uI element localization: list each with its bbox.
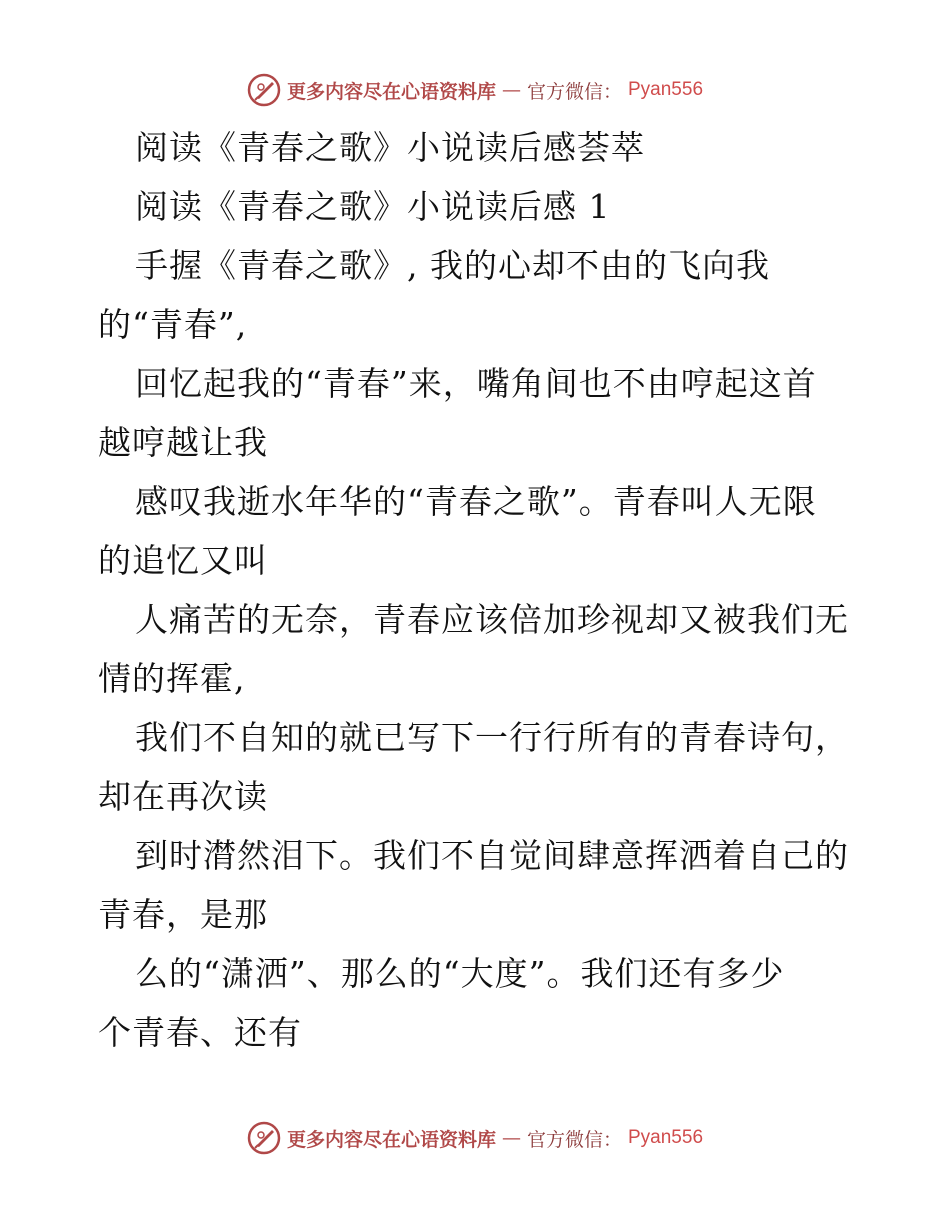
paragraph-line: 的“青春”, <box>98 305 248 344</box>
paragraph-line: 回忆起我的“青春”来，嘴角间也不由哼起这首 <box>135 364 817 403</box>
footer-wechat-label: 官方微信： <box>526 1128 622 1151</box>
paragraph-line: 越哼越让我 <box>98 423 268 462</box>
paragraph-line: 却在再次读 <box>98 777 268 816</box>
header-account: Pyan556 <box>628 79 704 100</box>
paragraph-line: 么的“潇洒”、那么的“大度”。我们还有多少 <box>135 954 785 993</box>
paragraph-line: 到时潸然泪下。我们不自觉间肆意挥洒着自己的 <box>135 836 849 875</box>
quill-logo-icon <box>247 1121 281 1155</box>
document-subtitle: 阅读《青春之歌》小说读后感 1 <box>135 187 611 226</box>
header-brand: 更多内容尽在心语资料库 <box>286 80 496 103</box>
footer-banner <box>0 1118 950 1158</box>
paragraph-line: 个青春、还有 <box>98 1013 302 1052</box>
paragraph-line: 感叹我逝水年华的“青春之歌”。青春叫人无限 <box>135 482 817 521</box>
paragraph-line: 手握《青春之歌》, 我的心却不由的飞向我 <box>135 246 770 285</box>
footer-brand: 更多内容尽在心语资料库 <box>286 1128 496 1151</box>
document-title: 阅读《青春之歌》小说读后感荟萃 <box>135 128 645 167</box>
paragraph-line: 我们不自知的就已写下一行行所有的青春诗句， <box>135 718 849 757</box>
quill-logo-icon <box>247 73 281 107</box>
header-dash: — <box>501 79 521 101</box>
paragraph-line: 青春，是那 <box>98 895 268 934</box>
document-body <box>98 118 858 1062</box>
footer-account: Pyan556 <box>628 1127 704 1148</box>
paragraph-line: 的追忆又叫 <box>98 541 268 580</box>
paragraph-line: 人痛苦的无奈，青春应该倍加珍视却又被我们无 <box>135 600 849 639</box>
header-wechat-label: 官方微信： <box>526 80 622 103</box>
header-banner <box>0 70 950 110</box>
paragraph-line: 情的挥霍, <box>98 659 246 698</box>
footer-dash: — <box>501 1127 521 1149</box>
